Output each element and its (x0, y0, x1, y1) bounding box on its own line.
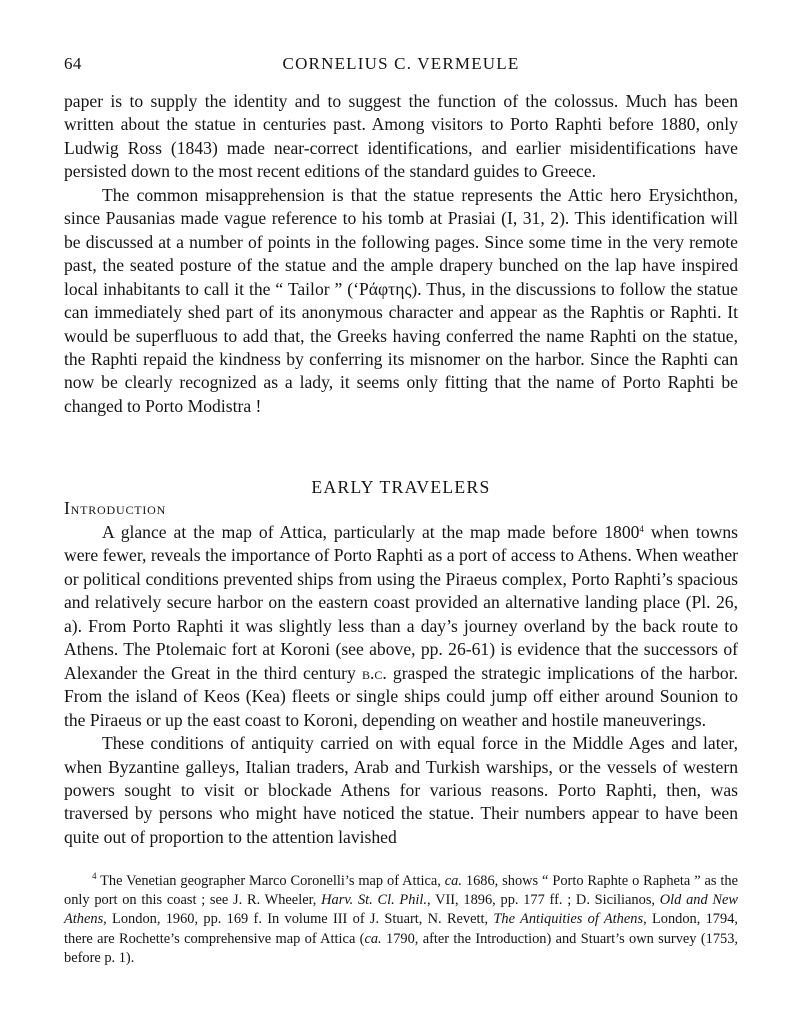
footnote-italic: ca. (364, 930, 382, 947)
footnote (64, 872, 738, 968)
footnote-book-title: Old and New Athens (64, 892, 738, 928)
body-text-bottom (64, 521, 738, 849)
intro-text-1: A glance at the map of Attica, particularly at the map made before 1800 (102, 522, 640, 542)
paragraph-conditions: These conditions of antiquity carried on with equal force in the Middle Ages and later, when Byzantine galleys, Italian traders, Arab and Turkish warships, or the vessels of western powers sought to visit or blockade Athens for various reasons. Porto Raphti, then, was traversed by persons who might have noticed the statue. Their numbers appear to have been quite out of proportion to the attention lavished (64, 733, 738, 847)
footnote-text (64, 872, 738, 968)
page-number: 64 (64, 54, 82, 73)
body-text-top (64, 90, 738, 418)
footnote-number: 4 (92, 871, 97, 881)
footnote-part: , London, 1960, pp. 169 f. In volume III of J. Stuart, N. Revett, (103, 911, 494, 928)
footnote-part: 1790, after the Introduction) and Stuart’s own survey (1753, before p. 1). (64, 930, 738, 966)
footnote-journal-title: Harv. St. Cl. Phil. (321, 892, 427, 909)
running-head: CORNELIUS C. VERMEULE (282, 54, 520, 73)
intro-text-2: when towns were fewer, reveals the importance of Porto Raphti as a port of access to Athens. When weather or political conditions prevented ships from using the Piraeus complex, Porto Raphti’s spacious and relatively secure harbor on the eastern coast provided an alternative landing place (Pl. 26, a). From Porto Raphti it was slightly less than a day’s journey overland by the back route to Athens. The Ptolemaic fort at Koroni (see above, pp. 26-61) is evidence that the successors of Alexander the Great in the third century (64, 522, 738, 683)
footnote-italic: ca. (444, 873, 462, 889)
subsection-heading: Introduction (64, 498, 167, 518)
footnote-part: , London, 1794, there are Rochette’s comprehensive map of Attica ( (64, 911, 738, 947)
page-header (64, 54, 738, 78)
paragraph-introduction (64, 521, 738, 732)
footnote-part: The Venetian geographer Marco Coronelli’s map of Attica, (96, 873, 445, 889)
footnote-reference: 4 (639, 524, 644, 534)
footnote-book-title: The Antiquities of Athens (493, 911, 644, 928)
era-abbreviation: b.c. (361, 662, 387, 683)
footnote-part: , VII, 1896, pp. 177 ff. ; D. Sicilianos, (427, 892, 660, 909)
paragraph-misapprehension: The common misapprehension is that the statue represents the Attic hero Erysichthon, since Pausanias made vague reference to his tomb at Prasiai (I, 31, 2). This identification will be discussed at a number of points in the following pages. Since some time in the very remote past, the seated posture of the statue and the ample drapery bunched on the lap have inspired local inhabitants to call it the “ Tailor ” (‘Ράφτης). Thus, in the discussions to follow the statue can immediately shed part of its anonymous character and appear as the Raphtis or Raphti. It would be superfluous to add that, the Greeks having conferred the name Raphti on the statue, the Raphti repaid the kindness by conferring its misnomer on the harbor. Since the Raphti can now be clearly recognized as a lady, it seems only fitting that the name of Porto Raphti be changed to Porto Modistra ! (64, 184, 738, 416)
footnote-part: 1686, shows “ Porto Raphte o Rapheta ” as the only port on this coast ; see J. R. Wheeler, (64, 873, 738, 909)
intro-text-3: grasped the strategic implications of the harbor. From the island of Keos (Kea) fleets or single ships could jump off either around Sounion to the Piraeus or up the east coast to Koroni, depending on weather and hostile maneuverings. (64, 662, 738, 730)
paragraph-continuation: paper is to supply the identity and to suggest the function of the colossus. Much has been written about the statue in centuries past. Among visitors to Porto Raphti before 1880, only Ludwig Ross (1843) made near-correct identifications, and earlier misidentifications have persisted down to the most recent editions of the standard guides to Greece. (64, 91, 738, 182)
section-heading: EARLY TRAVELERS (311, 477, 491, 497)
